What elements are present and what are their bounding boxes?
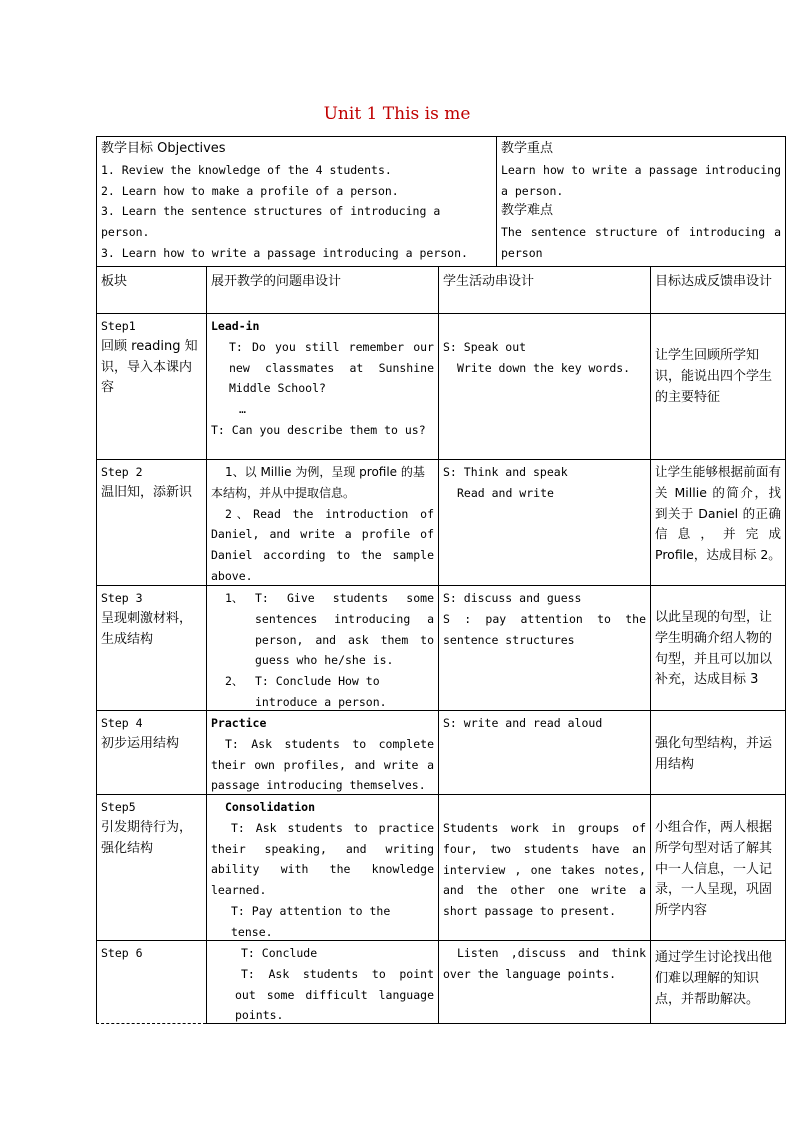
feedback-cell-5: 小组合作，两人根据所学句型对话了解其中一人信息，一人记录，一人呈现，巩固所学内容 bbox=[655, 820, 773, 919]
key-points-heading: 教学重点 bbox=[501, 141, 554, 156]
header-questions: 展开教学的问题串设计 bbox=[211, 274, 342, 289]
activity-cell-1 bbox=[439, 335, 650, 459]
page-title: Unit 1 This is me bbox=[323, 104, 471, 124]
step-description: 回顾 reading 知识，导入本课内容 bbox=[101, 338, 198, 396]
feedback-cell-4: 强化句型结构，并运用结构 bbox=[655, 736, 773, 772]
objective-item: 2. Learn how to make a profile of a person. bbox=[101, 183, 399, 198]
step-label: Step 3 bbox=[101, 591, 143, 605]
question-text: T: Ask students to point out some difficult language points. bbox=[235, 966, 434, 1023]
question-text: T: Pay attention to the tense. bbox=[231, 903, 391, 939]
question-text: T: Conclude bbox=[241, 946, 318, 960]
step-description: 引发期待行为，强化结构 bbox=[101, 819, 193, 856]
feedback-cell-6: 通过学生讨论找出他们难以理解的知识点，并帮助解决。 bbox=[655, 950, 773, 1007]
step-label: Step5 bbox=[101, 800, 136, 814]
activity-text: Write down the key words. bbox=[457, 360, 631, 375]
phase-heading: Practice bbox=[211, 716, 267, 730]
step-cell-5 bbox=[97, 795, 206, 940]
numbered-item bbox=[211, 671, 434, 710]
step-label: Step 2 bbox=[101, 465, 143, 479]
question-cell-1 bbox=[207, 314, 438, 459]
activity-text: S: Speak out bbox=[443, 340, 527, 354]
numbered-item bbox=[211, 588, 434, 671]
step-cell-6 bbox=[97, 941, 206, 1023]
item-text: T: Give students some sentences introducing a person, and ask them to guess who he/she is. bbox=[255, 591, 434, 668]
phase-heading: Consolidation bbox=[225, 800, 316, 814]
objectives-heading: 教学目标 Objectives bbox=[101, 141, 226, 156]
question-cell-6 bbox=[207, 941, 438, 1023]
step-description: 温旧知，添新识 bbox=[101, 484, 193, 500]
activity-cell-3 bbox=[439, 586, 650, 710]
question-cell-3 bbox=[207, 586, 438, 710]
step-label: Step 6 bbox=[101, 946, 143, 960]
header-feedback: 目标达成反馈串设计 bbox=[655, 274, 773, 289]
header-section: 板块 bbox=[101, 274, 128, 289]
activity-cell-2 bbox=[439, 460, 650, 585]
difficult-points-text: The sentence structure of introducing a person bbox=[501, 225, 781, 260]
objective-item: 1. Review the knowledge of the 4 students. bbox=[101, 162, 392, 177]
question-cell-4 bbox=[207, 711, 438, 794]
step-cell-3 bbox=[97, 586, 206, 710]
phase-heading: Lead-in bbox=[211, 319, 260, 333]
objective-item: 3. Learn the sentence structures of introducing a person. bbox=[101, 204, 441, 240]
item-text: T: Conclude How to introduce a person. bbox=[255, 674, 387, 709]
objectives-cell bbox=[97, 137, 496, 266]
step-label: Step1 bbox=[101, 319, 136, 333]
step-cell-4 bbox=[97, 711, 206, 794]
step-label: Step 4 bbox=[101, 716, 143, 730]
activity-cell-5: Students work in groups of four, two students have an interview , one takes notes, and the other one write a short passage to present. bbox=[443, 821, 646, 919]
activity-text: S: write and read aloud bbox=[443, 716, 603, 730]
question-cell-2 bbox=[207, 460, 438, 585]
activity-cell-6: Listen ,discuss and think over the language points. bbox=[443, 946, 646, 981]
item-number: 2、 bbox=[225, 674, 244, 689]
step-description: 初步运用结构 bbox=[101, 735, 180, 751]
activity-text: S: discuss and guess bbox=[443, 591, 582, 605]
activity-text: Read and write bbox=[457, 485, 554, 500]
ellipsis: … bbox=[239, 402, 246, 417]
question-text: T: Ask students to practice their speaking, and writing ability with the knowledge learned. bbox=[211, 820, 434, 898]
activity-text: S: Think and speak bbox=[443, 465, 568, 479]
feedback-cell-3: 以此呈现的句型，让学生明确介绍人物的句型，并且可以加以补充，达成目标 3 bbox=[655, 610, 773, 688]
key-points-text: Learn how to write a passage introducing a person. bbox=[501, 162, 781, 198]
difficult-points-heading: 教学难点 bbox=[501, 203, 554, 219]
question-text: 2、Read the introduction of Daniel, and write a profile of Daniel according to the sample above. bbox=[211, 506, 434, 583]
step-cell-1 bbox=[97, 314, 206, 459]
step-cell-2 bbox=[97, 460, 206, 585]
header-activities: 学生活动串设计 bbox=[443, 274, 535, 289]
feedback-cell-1: 让学生回顾所学知识，能说出四个学生的主要特征 bbox=[655, 348, 773, 405]
objective-item: 3. Learn how to write a passage introducing a person. bbox=[101, 245, 468, 260]
activity-cell-4 bbox=[439, 711, 650, 794]
question-text: T: Do you still remember our new classmates at Sunshine Middle School? bbox=[229, 339, 434, 396]
step-description: 呈现刺激材料，生成结构 bbox=[101, 610, 193, 647]
question-text: T: Ask students to complete their own profiles, and write a passage introducing themselves. bbox=[211, 736, 434, 793]
key-points-cell bbox=[497, 137, 785, 266]
feedback-cell-2: 让学生能够根据前面有关 Millie 的简介，找到关于 Daniel 的正确信息，并完成 Profile，达成目标 2。 bbox=[655, 464, 781, 563]
activity-text: S : pay attention to the sentence structures bbox=[443, 611, 646, 647]
item-number: 1、 bbox=[225, 591, 244, 605]
question-cell-5 bbox=[207, 795, 438, 940]
question-text: 1、以 Millie 为例，呈现 profile 的基本结构，并从中提取信息。 bbox=[211, 465, 425, 500]
question-text: T: Can you describe them to us? bbox=[211, 422, 426, 437]
